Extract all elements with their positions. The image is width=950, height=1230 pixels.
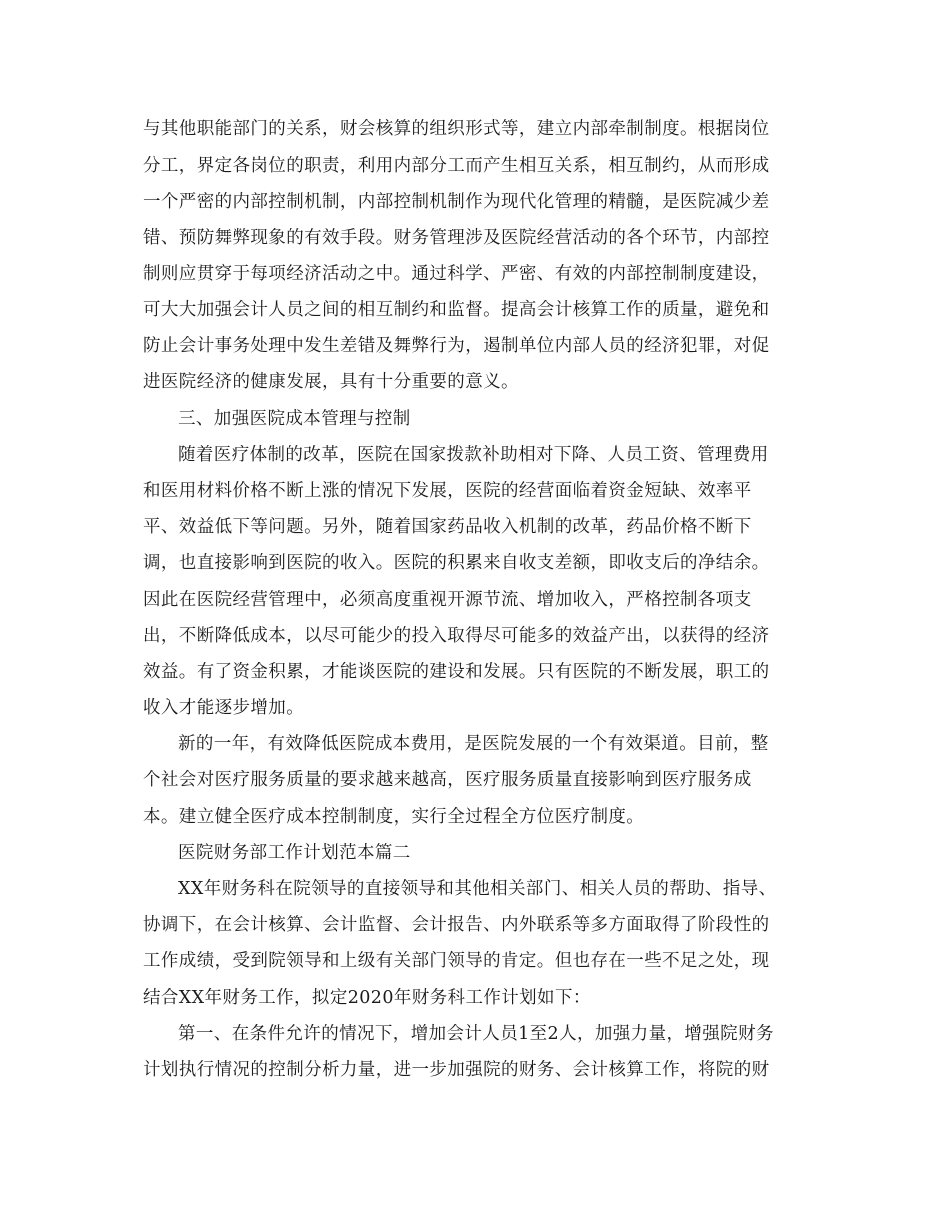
text-line: 效益。有了资金积累，才能谈医院的建设和发展。只有医院的不断发展，职工的	[143, 662, 770, 682]
text-line: 平、效益低下等问题。另外，随着国家药品收入机制的改革，药品价格不断下	[143, 517, 752, 537]
text-line: 和医用材料价格不断上涨的情况下发展，医院的经营面临着资金短缺、效率平	[143, 481, 752, 501]
text-line: 工作成绩，受到院领导和上级有关部门领导的肯定。但也存在一些不足之处，现	[143, 951, 770, 971]
text-line: 调，也直接影响到医院的收入。医院的积累来自收支差额，即收支后的净结余。	[143, 553, 770, 573]
text-line: 可大大加强会计人员之间的相互制约和监督。提高会计核算工作的质量，避免和	[143, 300, 770, 320]
text-line: XX年财务科在院领导的直接领导和其他相关部门、相关人员的帮助、指导、	[178, 879, 777, 899]
text-line: 因此在医院经营管理中，必须高度重视开源节流、增加收入，严格控制各项支	[143, 590, 752, 610]
text-line: 防止会计事务处理中发生差错及舞弊行为，遏制单位内部人员的经济犯罪，对促	[143, 336, 770, 356]
text-line: 分工，界定各岗位的职责，利用内部分工而产生相互关系，相互制约，从而形成	[143, 156, 770, 176]
text-line: 收入才能逐步增加。	[143, 698, 305, 718]
text-line: 本。建立健全医疗成本控制制度，实行全过程全方位医疗制度。	[143, 807, 645, 827]
text-line: 与其他职能部门的关系，财会核算的组织形式等，建立内部牵制制度。根据岗位	[143, 119, 770, 139]
section-heading: 医院财务部工作计划范本篇二	[178, 843, 411, 863]
text-line: 计划执行情况的控制分析力量，进一步加强院的财务、会计核算工作，将院的财	[143, 1060, 770, 1080]
text-line: 第一、在条件允许的情况下，增加会计人员1至2人，加强力量，增强院财务	[178, 1024, 774, 1044]
text-line: 协调下，在会计核算、会计监督、会计报告、内外联系等多方面取得了阶段性的	[143, 915, 770, 935]
text-line: 出，不断降低成本，以尽可能少的投入取得尽可能多的效益产出，以获得的经济	[143, 626, 770, 646]
section-heading: 三、加强医院成本管理与控制	[178, 409, 411, 429]
text-line: 随着医疗体制的改革，医院在国家拨款补助相对下降、人员工资、管理费用	[178, 445, 769, 465]
text-line: 错、预防舞弊现象的有效手段。财务管理涉及医院经营活动的各个环节，内部控	[143, 228, 770, 248]
text-line: 制则应贯穿于每项经济活动之中。通过科学、严密、有效的内部控制制度建设，	[143, 264, 770, 284]
text-line: 一个严密的内部控制机制，内部控制机制作为现代化管理的精髓，是医院减少差	[143, 192, 770, 212]
text-line: 个社会对医疗服务质量的要求越来越高，医疗服务质量直接影响到医疗服务成	[143, 770, 752, 790]
text-line: 结合XX年财务工作，拟定2020年财务科工作计划如下：	[143, 988, 591, 1008]
text-line: 进医院经济的健康发展，具有十分重要的意义。	[143, 372, 519, 392]
text-line: 新的一年，有效降低医院成本费用，是医院发展的一个有效渠道。目前，整	[178, 734, 769, 754]
